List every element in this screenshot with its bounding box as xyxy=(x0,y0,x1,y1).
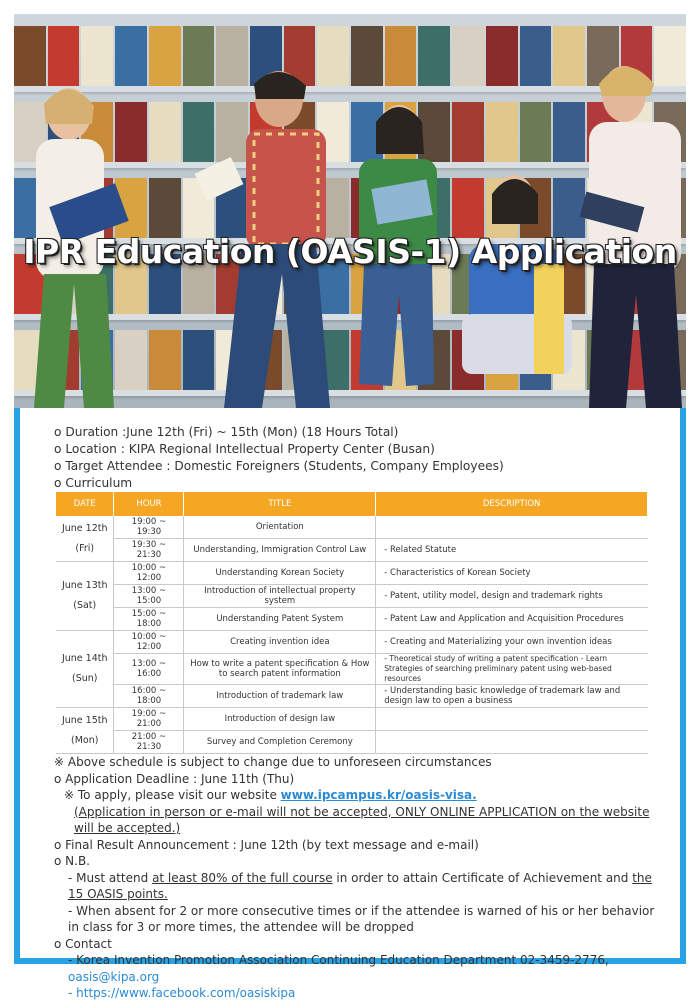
day-label: (Sat) xyxy=(73,600,97,611)
table-row xyxy=(56,685,648,708)
table-row xyxy=(56,708,648,731)
header-hour: HOUR xyxy=(114,492,184,516)
nb-heading: o N.B. xyxy=(54,854,90,868)
description-cell: - Patent, utility model, design and trademark rights xyxy=(376,585,648,608)
table-row xyxy=(56,516,648,539)
deadline-value: June 11th (Thu) xyxy=(200,771,295,786)
apply-link[interactable]: www.ipcampus.kr/oasis-visa. xyxy=(280,788,477,802)
table-header-row xyxy=(56,492,648,516)
location-line: o Location : KIPA Regional Intellectual Property Center (Busan) xyxy=(54,442,435,456)
description-cell xyxy=(376,708,648,731)
students-photo xyxy=(14,14,686,408)
curriculum-table xyxy=(56,492,648,754)
date-label: June 15th xyxy=(61,714,108,726)
title-cell: How to write a patent specification & How to search patent information xyxy=(184,654,376,685)
nb1-underline: at least 80% of the full course xyxy=(152,870,333,885)
date-label: June 12th xyxy=(61,522,108,534)
table-row xyxy=(56,585,648,608)
hour-cell: 13:00 ~ 16:00 xyxy=(114,654,184,685)
table-row xyxy=(56,562,648,585)
header-title: TITLE xyxy=(184,492,376,516)
nb-item-attendance xyxy=(54,870,664,903)
date-cell xyxy=(56,562,114,631)
notes-section xyxy=(54,754,664,1002)
title-cell: Creating invention idea xyxy=(184,631,376,654)
date-label: June 14th xyxy=(61,653,108,664)
contact-line xyxy=(54,952,664,985)
deadline-label: o Application Deadline : xyxy=(54,771,201,786)
table-row xyxy=(56,539,648,562)
deadline-line xyxy=(54,771,664,788)
facebook-link[interactable]: - https://www.facebook.com/oasiskipa xyxy=(68,986,296,1000)
header-description: DESCRIPTION xyxy=(376,492,648,516)
hour-cell: 21:00 ~ 21:30 xyxy=(114,731,184,754)
title-cell: Understanding Korean Society xyxy=(184,562,376,585)
header-date: DATE xyxy=(56,492,114,516)
description-cell: - Understanding basic knowledge of trademark law and design law to open a business xyxy=(376,685,648,708)
hour-cell: 19:00 ~ 19:30 xyxy=(114,516,184,539)
description-cell xyxy=(376,516,648,539)
nb-item-absence: - When absent for 2 or more consecutive times or if the attendee is warned of his or her behavior in class for 3 or more times, the attendee will be dropped xyxy=(68,903,655,934)
date-cell xyxy=(56,708,114,754)
description-cell: - Creating and Materializing your own invention ideas xyxy=(376,631,648,654)
nb1-text-2: in order to attain Certificate of Achievement and xyxy=(332,870,633,885)
day-label: (Sun) xyxy=(71,673,98,684)
hour-cell: 10:00 ~ 12:00 xyxy=(114,562,184,585)
day-label: (Mon) xyxy=(71,734,99,746)
target-line: o Target Attendee : Domestic Foreigners (Students, Company Employees) xyxy=(54,459,504,473)
table-row xyxy=(56,654,648,685)
title-cell: Understanding, Immigration Control Law xyxy=(184,539,376,562)
description-cell xyxy=(376,731,648,754)
table-row xyxy=(56,608,648,631)
date-cell xyxy=(56,516,114,562)
hour-cell: 10:00 ~ 12:00 xyxy=(114,631,184,654)
event-info xyxy=(54,424,654,492)
description-cell: - Characteristics of Korean Society xyxy=(376,562,648,585)
title-cell: Introduction of trademark law xyxy=(184,685,376,708)
contact-text: - Korea Invention Promotion Association Continuing Education Department 02-3459-2776, xyxy=(68,953,609,967)
hour-cell: 19:00 ~ 21:00 xyxy=(114,708,184,731)
curriculum-heading: o Curriculum xyxy=(54,476,133,490)
apply-prefix: ※ To apply, please visit our website xyxy=(64,788,281,802)
hour-cell: 16:00 ~ 18:00 xyxy=(114,685,184,708)
title-cell: Introduction of design law xyxy=(184,708,376,731)
date-label: June 13th xyxy=(61,580,108,591)
title-cell: Orientation xyxy=(184,516,376,539)
result-line: o Final Result Announcement : June 12th (by text message and e-mail) xyxy=(54,837,479,852)
hero-banner xyxy=(14,14,686,408)
table-row xyxy=(56,731,648,754)
hour-cell: 13:00 ~ 15:00 xyxy=(114,585,184,608)
title-cell: Survey and Completion Ceremony xyxy=(184,731,376,754)
nb1-text: - Must attend xyxy=(68,870,153,885)
day-label: (Fri) xyxy=(75,542,95,554)
duration-line: o Duration :June 12th (Fri) ~ 15th (Mon) (18 Hours Total) xyxy=(54,425,399,439)
page-title: IPR Education (OASIS-1) Application xyxy=(23,232,677,271)
date-cell xyxy=(56,631,114,708)
contact-heading: o Contact xyxy=(54,936,112,951)
hour-cell: 19:30 ~ 21:30 xyxy=(114,539,184,562)
schedule-note: ※ Above schedule is subject to change due to unforeseen circumstances xyxy=(54,755,492,769)
nb1-underline-2: the 15 OASIS points. xyxy=(68,870,652,901)
title-cell: Understanding Patent System xyxy=(184,608,376,631)
apply-note: (Application in person or e-mail will not be accepted, ONLY ONLINE APPLICATION on the website will be accepted.) xyxy=(74,804,650,835)
description-cell: - Patent Law and Application and Acquisition Procedures xyxy=(376,608,648,631)
title-cell: Introduction of intellectual property system xyxy=(184,585,376,608)
apply-line xyxy=(54,787,664,804)
hour-cell: 15:00 ~ 18:00 xyxy=(114,608,184,631)
description-cell: - Theoretical study of writing a patent specification - Learn Strategies of searching preliminary patent using web-based resources xyxy=(376,654,648,685)
description-cell: - Related Statute xyxy=(376,539,648,562)
contact-email-link[interactable]: oasis@kipa.org xyxy=(68,969,160,984)
table-row xyxy=(56,631,648,654)
